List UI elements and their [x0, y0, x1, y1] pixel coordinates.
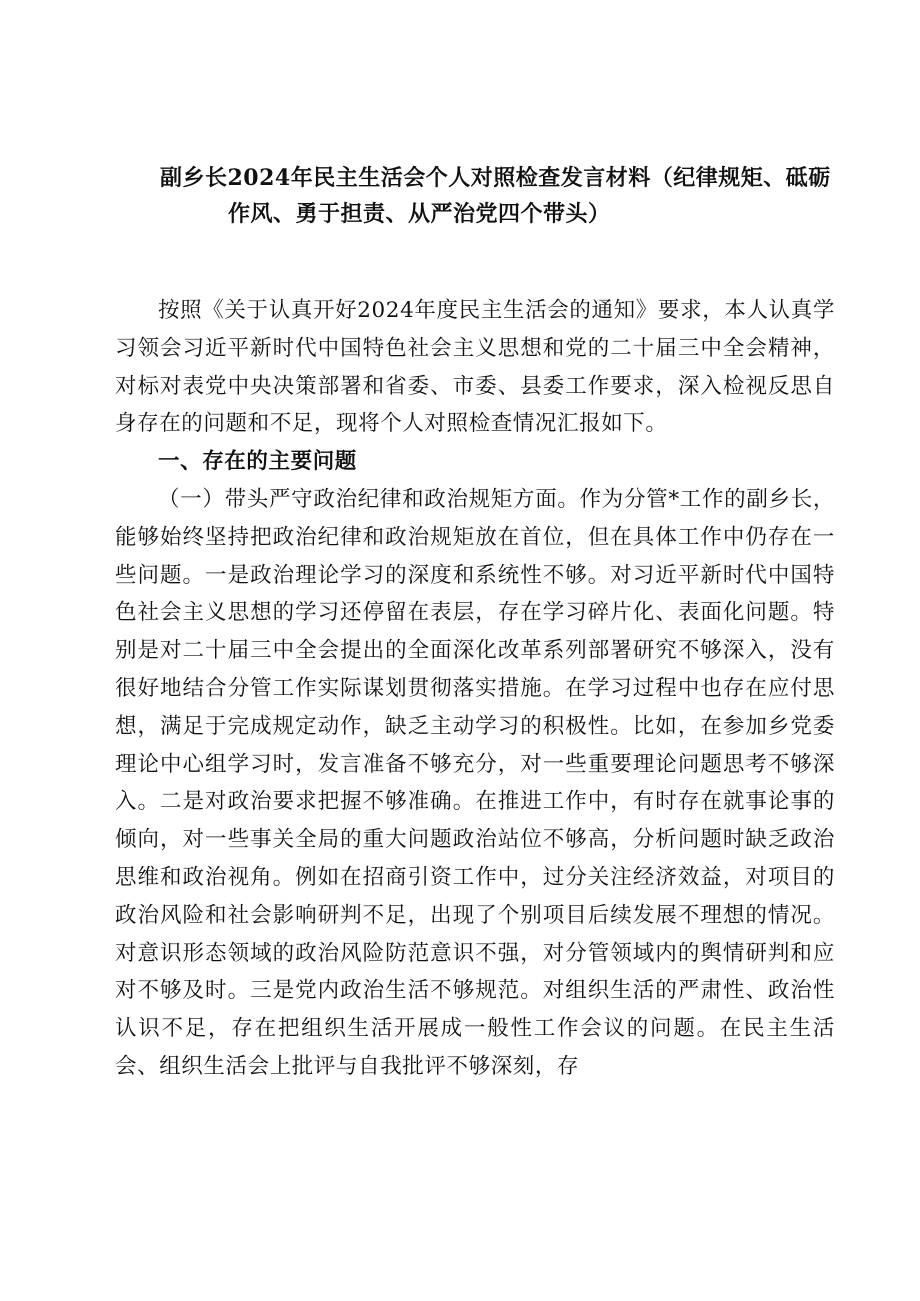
section-heading: 一、存在的主要问题 [158, 449, 357, 475]
document-title-line-1: 副乡长2024年民主生活会个人对照检查发言材料（纪律规矩、砥砺 [160, 165, 831, 191]
document-body [115, 292, 835, 1086]
intro-paragraph: 按照《关于认真开好2024年度民主生活会的通知》要求，本人认真学习领会习近平新时代中国特色社会主义思想和党的二十届三中全会精神，对标对表党中央决策部署和省委、市委、县委工作要求，深入检视反思自身存在的问题和不足，现将个人对照检查情况汇报如下。 [115, 298, 835, 437]
document-title-line-2: 作风、勇于担责、从严治党四个带头） [228, 201, 611, 227]
document-title [160, 160, 850, 232]
section-paragraph: （一）带头严守政治纪律和政治规矩方面。作为分管*工作的副乡长，能够始终坚持把政治纪律和政治规矩放在首位，但在具体工作中仍存在一些问题。一是政治理论学习的深度和系统性不够。对习近平新时代中国特色社会主义思想的学习还停留在表层，存在学习碎片化、表面化问题。特别是对二十届三中全会提出的全面深化改革系列部署研究不够深入，没有很好地结合分管工作实际谋划贯彻落实措施。在学习过程中也存在应付思想，满足于完成规定动作，缺乏主动学习的积极性。比如，在参加乡党委理论中心组学习时，发言准备不够充分，对一些重要理论问题思考不够深入。二是对政治要求把握不够准确。在推进工作中，有时存在就事论事的倾向，对一些事关全局的重大问题政治站位不够高，分析问题时缺乏政治思维和政治视角。例如在招商引资工作中，过分关注经济效益，对项目的政治风险和社会影响研判不足，出现了个别项目后续发展不理想的情况。对意识形态领域的政治风险防范意识不强，对分管领域内的舆情研判和应对不够及时。三是党内政治生活不够规范。对组织生活的严肃性、政治性认识不足，存在把组织生活开展成一般性工作会议的问题。在民主生活会、组织生活会上批评与自我批评不够深刻，存 [115, 486, 835, 1079]
